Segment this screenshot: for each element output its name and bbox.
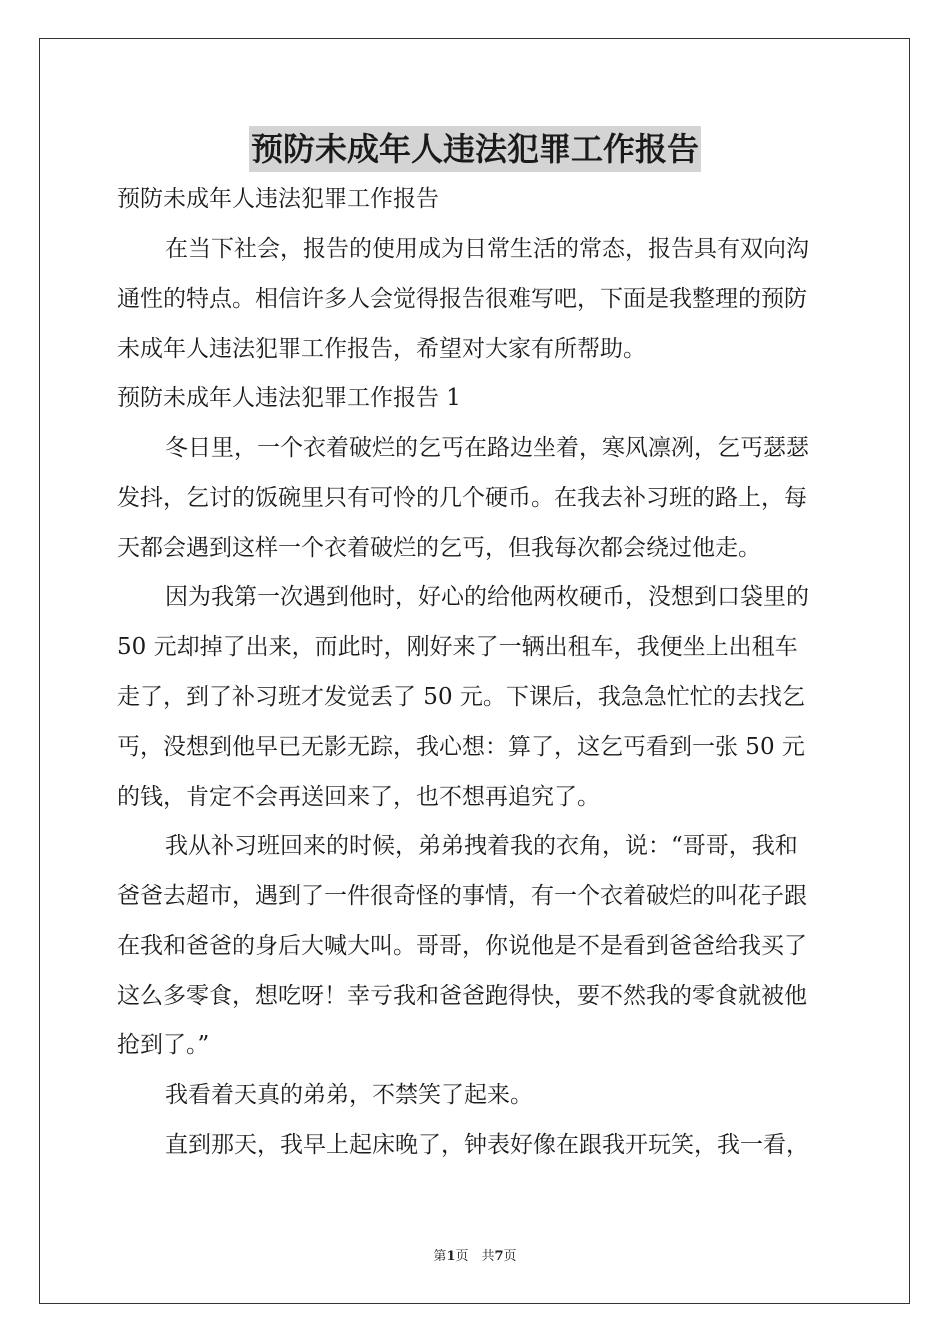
paragraph-line: 的钱，肯定不会再送回来了，也不想再追究了。: [117, 784, 600, 810]
footer-total-pages: 7: [494, 1249, 504, 1264]
paragraph-line: 这么多零食，想吃呀！幸亏我和爸爸跑得快，要不然我的零食就被他: [117, 983, 807, 1009]
paragraph-line: 天都会遇到这样一个衣着破烂的乞丐，但我每次都会绕过他走。: [117, 535, 761, 561]
paragraph-line: 我从补习班回来的时候，弟弟拽着我的衣角，说：“哥哥，我和: [165, 833, 798, 859]
paragraph-line: 爸爸去超市，遇到了一件很奇怪的事情，有一个衣着破烂的叫花子跟: [117, 883, 807, 909]
section-heading: 预防未成年人违法犯罪工作报告 1: [117, 385, 461, 411]
paragraph-line: 未成年人违法犯罪工作报告，希望对大家有所帮助。: [117, 336, 646, 362]
paragraph-line: 发抖，乞讨的饭碗里只有可怜的几个硬币。在我去补习班的路上，每: [117, 485, 807, 511]
paragraph-line: 在我和爸爸的身后大喊大叫。哥哥，你说他是不是看到爸爸给我买了: [117, 933, 807, 959]
paragraph-line: 丐，没想到他早已无影无踪，我心想：算了，这乞丐看到一张 50 元: [117, 734, 805, 760]
paragraph-line: 因为我第一次遇到他时，好心的给他两枚硬币，没想到口袋里的: [165, 584, 809, 610]
title-wrap: [0, 126, 950, 172]
footer-current-page: 1: [446, 1249, 456, 1264]
page-border: [39, 38, 910, 1304]
document-title: 预防未成年人违法犯罪工作报告: [249, 126, 701, 172]
paragraph-line: 抢到了。”: [117, 1032, 210, 1058]
paragraph-line: 走了，到了补习班才发觉丢了 50 元。下课后，我急急忙忙的去找乞: [117, 684, 805, 710]
footer-prefix: 第: [433, 1249, 447, 1264]
paragraph-line: 直到那天，我早上起床晚了，钟表好像在跟我开玩笑，我一看，: [165, 1132, 809, 1158]
page-footer: [0, 1248, 950, 1266]
footer-suffix: 页: [503, 1249, 517, 1264]
footer-mid: 页 共: [455, 1249, 495, 1264]
paragraph-line: 冬日里，一个衣着破烂的乞丐在路边坐着，寒风凛冽，乞丐瑟瑟: [165, 435, 809, 461]
paragraph-line: 50 元却掉了出来，而此时，刚好来了一辆出租车，我便坐上出租车: [117, 634, 798, 660]
paragraph-line: 在当下社会，报告的使用成为日常生活的常态，报告具有双向沟: [165, 236, 809, 262]
paragraph-line: 通性的特点。相信许多人会觉得报告很难写吧，下面是我整理的预防: [117, 286, 807, 312]
subtitle-line: 预防未成年人违法犯罪工作报告: [117, 186, 439, 212]
paragraph-line: 我看着天真的弟弟，不禁笑了起来。: [165, 1082, 533, 1108]
